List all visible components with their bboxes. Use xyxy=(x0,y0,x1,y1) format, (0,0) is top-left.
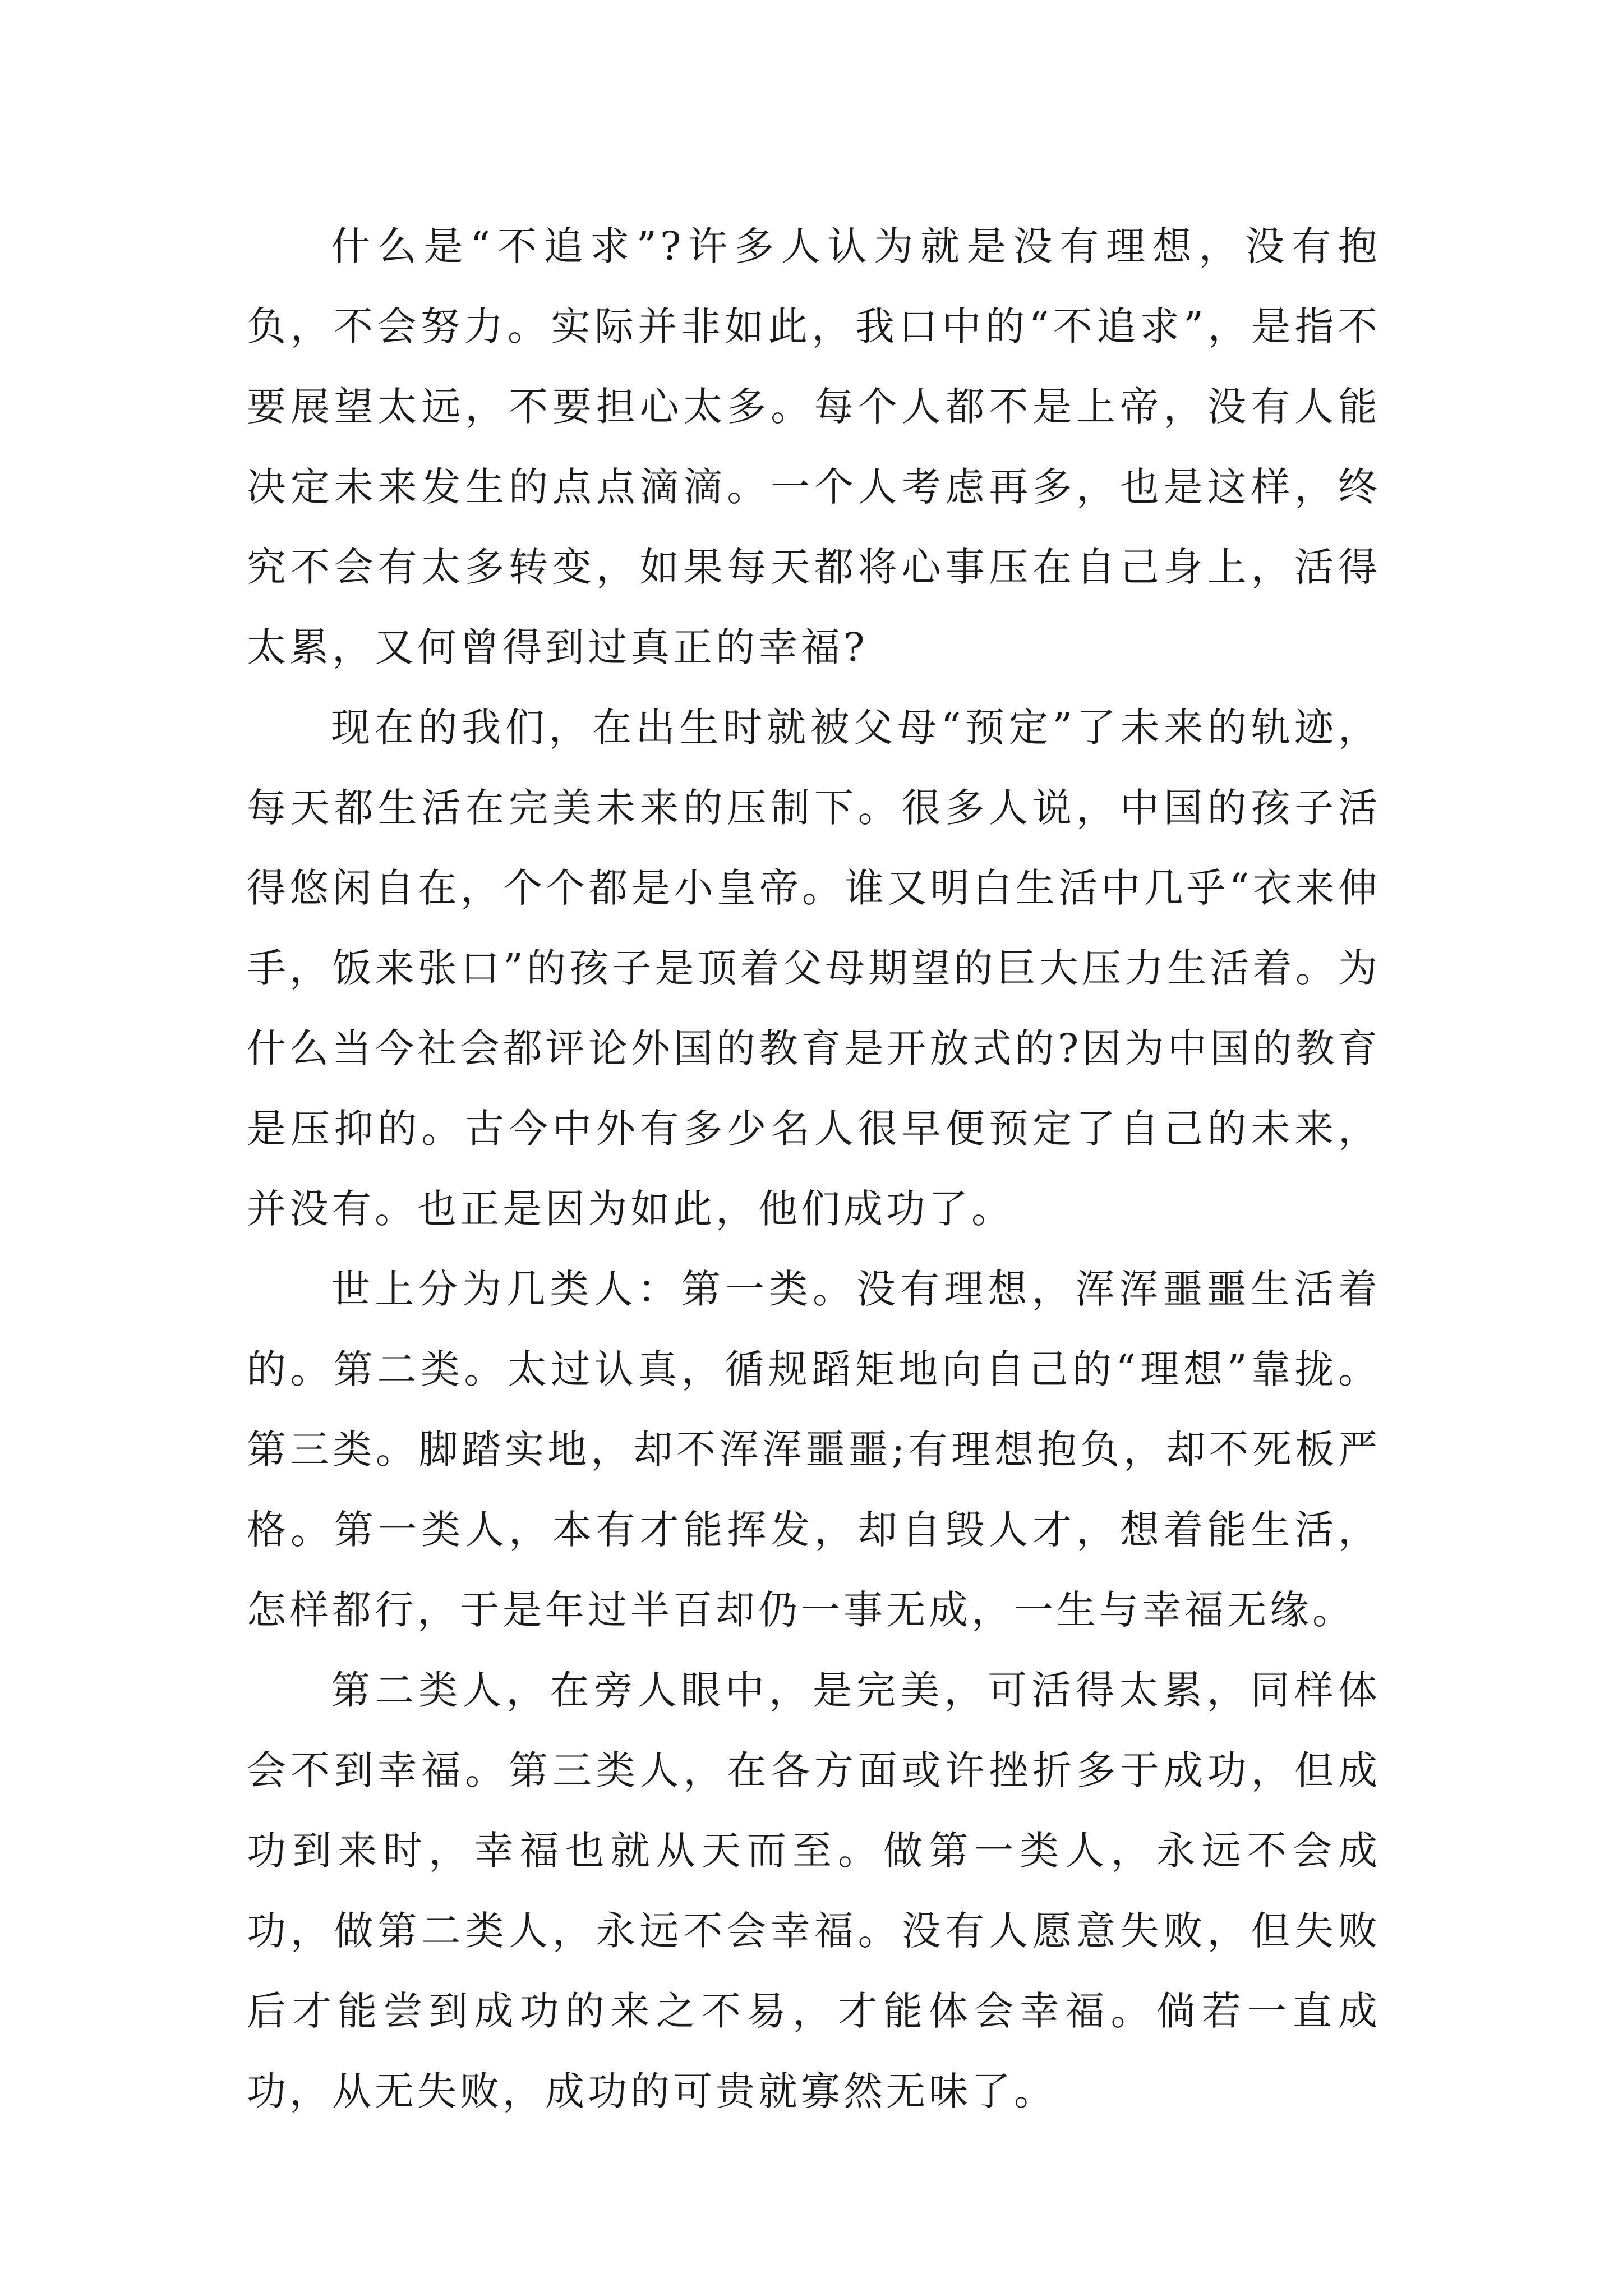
paragraph-1: 什么是“不追求”?许多人认为就是没有理想，没有抱负，不会努力。实际并非如此，我口中的“不追求”，是指不要展望太远，不要担心太多。每个人都不是上帝，没有人能决定未来发生的点点滴滴。一个人考虑再多，也是这样，终究不会有太多转变，如果每天都将心事压在自己身上，活得太累，又何曾得到过真正的幸福? xyxy=(247,223,1381,670)
paragraph-4: 第二类人，在旁人眼中，是完美，可活得太累，同样体会不到幸福。第三类人，在各方面或许挫折多于成功，但成功到来时，幸福也就从天而至。做第一类人，永远不会成功，做第二类人，永远不会幸福。没有人愿意失败，但失败后才能尝到成功的来之不易，才能体会幸福。倘若一直成功，从无失败，成功的可贵就寡然无味了。 xyxy=(247,1667,1381,2114)
paragraph-2: 现在的我们，在出生时就被父母“预定”了未来的轨迹，每天都生活在完美未来的压制下。很多人说，中国的孩子活得悠闲自在，个个都是小皇帝。谁又明白生活中几乎“衣来伸手，饭来张口”的孩子是顶着父母期望的巨大压力生活着。为什么当今社会都评论外国的教育是开放式的?因为中国的教育是压抑的。古今中外有多少名人很早便预定了自己的未来，并没有。也正是因为如此，他们成功了。 xyxy=(247,705,1381,1232)
paragraph-3: 世上分为几类人：第一类。没有理想，浑浑噩噩生活着的。第二类。太过认真，循规蹈矩地向自己的“理想”靠拢。第三类。脚踏实地，却不浑浑噩噩;有理想抱负，却不死板严格。第一类人，本有才能挥发，却自毁人才，想着能生活，怎样都行，于是年过半百却仍一事无成，一生与幸福无缘。 xyxy=(247,1266,1381,1633)
